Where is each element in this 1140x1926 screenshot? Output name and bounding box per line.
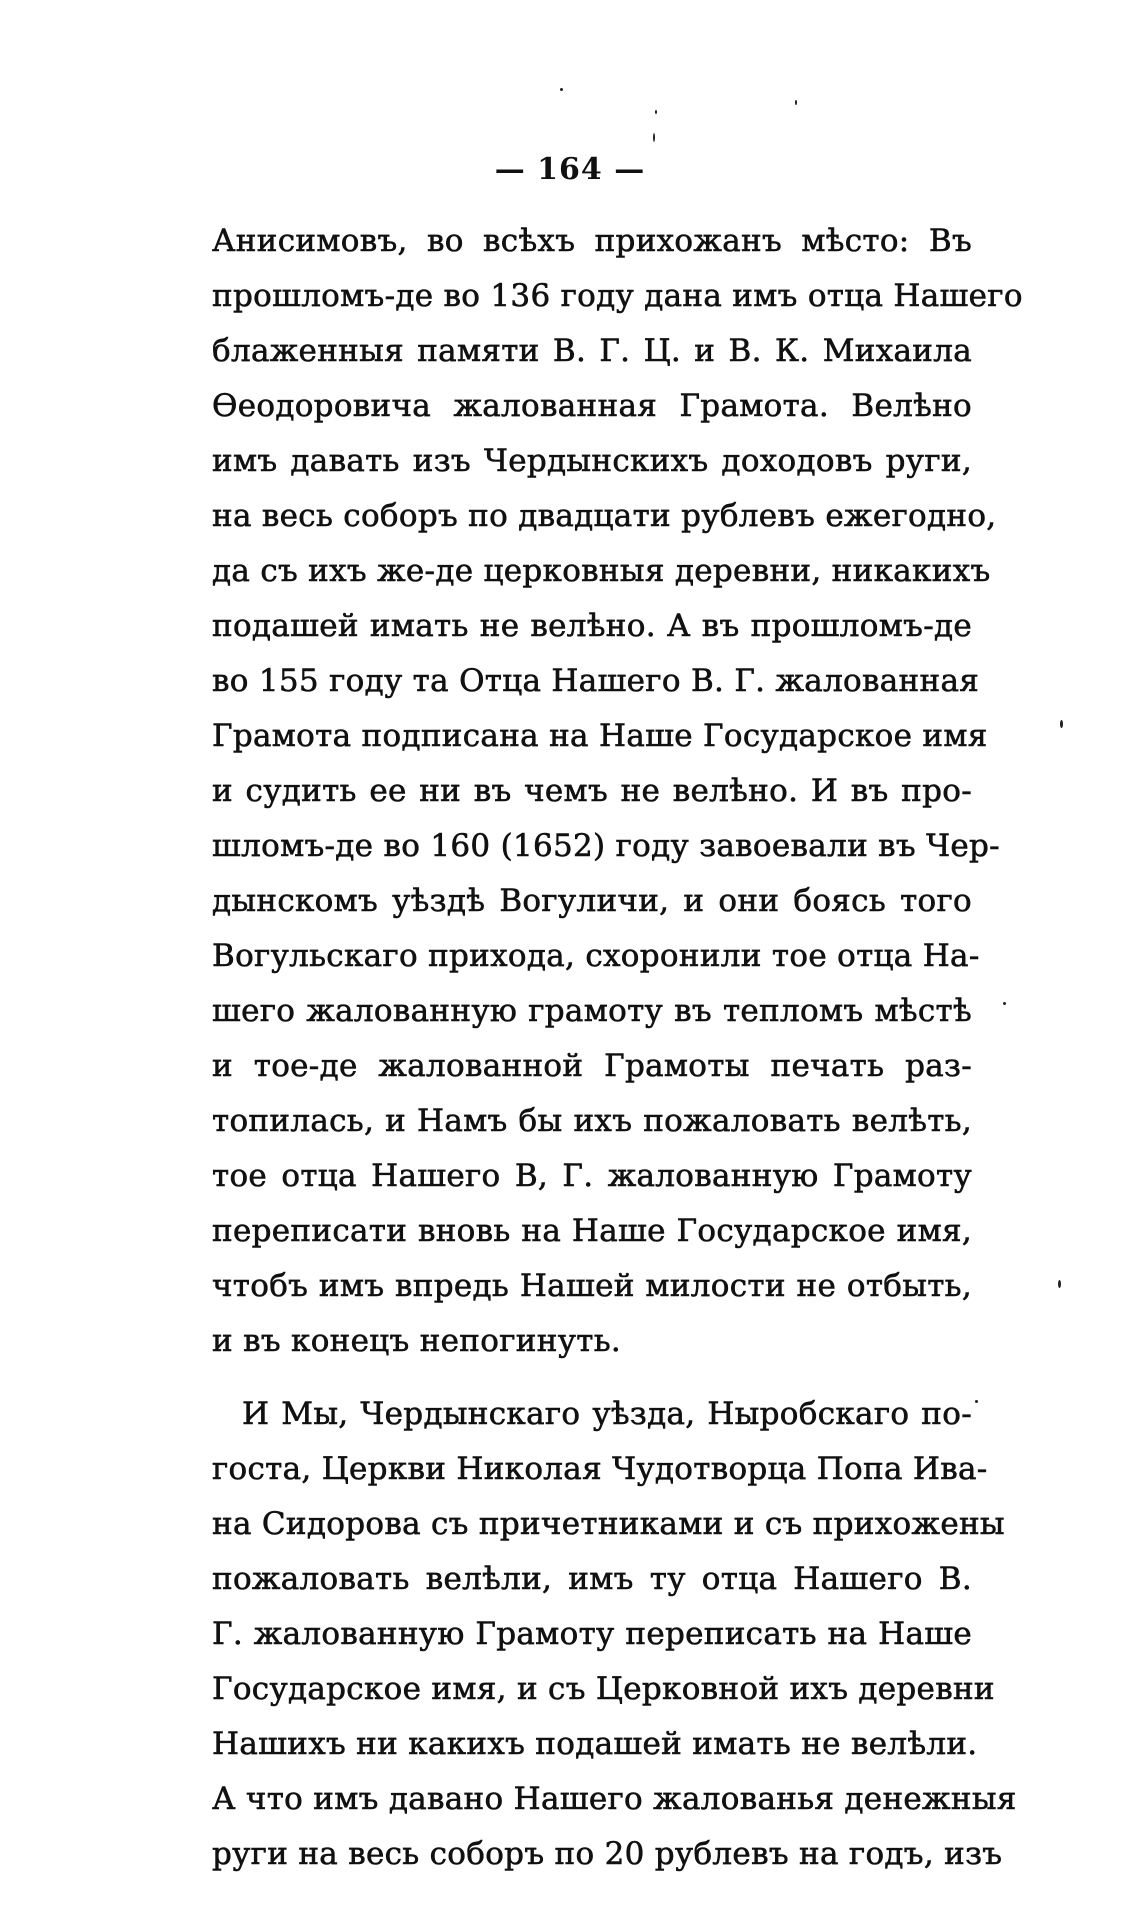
paragraph-2 [212, 1387, 1017, 1882]
body-text [212, 214, 1023, 1882]
text-line: тое отца Нашего В, Г. жалованную Грамоту [212, 1158, 972, 1194]
text-line: блаженныя памяти В. Г. Ц. и В. К. Михаила [212, 333, 972, 369]
scan-speck [560, 88, 563, 91]
scan-speck [975, 1400, 978, 1403]
text-line: на весь соборъ по двадцати рублевъ ежегодно, [212, 498, 997, 534]
text-line: Анисимовъ, во всѣхъ прихожанъ мѣсто: Въ [212, 223, 972, 259]
text-line: прошломъ-де во 136 году дана имъ отца Нашего [212, 278, 1023, 314]
text-line: переписати вновь на Наше Государское имя, [212, 1213, 972, 1249]
text-line: шломъ-де во 160 (1652) году завоевали въ Чер- [212, 828, 1000, 864]
scan-speck [795, 100, 797, 105]
text-line: госта, Церкви Николая Чудотворца Попа Ива- [212, 1451, 988, 1487]
text-line: А что имъ давано Нашего жалованья денежныя [212, 1781, 1017, 1817]
scan-speck [1003, 1002, 1006, 1005]
text-line: Грамота подписана на Наше Государское имя [212, 718, 988, 754]
text-line: Нашихъ ни какихъ подашей имать не велѣли. [212, 1726, 978, 1762]
scan-speck [653, 133, 655, 142]
scan-speck [1060, 720, 1063, 728]
text-line: чтобъ имъ впредь Нашей милости не отбыть, [212, 1268, 972, 1304]
text-line: Вогульскаго прихода, схоронили тое отца На- [212, 938, 980, 974]
text-line: и тое-де жалованной Грамоты печать раз- [212, 1048, 972, 1084]
text-line: И Мы, Чердынскаго уѣзда, Ныробскаго по- [242, 1396, 972, 1432]
text-line: и судить ее ни въ чемъ не велѣно. И въ про- [212, 773, 972, 809]
text-line: подашей имать не велѣно. А въ прошломъ-де [212, 608, 972, 644]
text-line: и въ конецъ непогинуть. [212, 1323, 622, 1359]
page-number: — 164 — [494, 152, 646, 187]
text-line: имъ давать изъ Чердынскихъ доходовъ руги, [212, 443, 972, 479]
text-line: Государское имя, и съ Церковной ихъ деревни [212, 1671, 995, 1707]
text-line: дынскомъ уѣздѣ Вогуличи, и они боясь того [212, 883, 972, 919]
text-line: руги на весь соборъ по 20 рублевъ на годъ, изъ [212, 1836, 1003, 1872]
paragraph-1 [212, 214, 1023, 1369]
text-line: пожаловать велѣли, имъ ту отца Нашего В. [212, 1561, 972, 1597]
text-line: Г. жалованную Грамоту переписать на Наше [212, 1616, 972, 1652]
text-line: во 155 году та Отца Нашего В. Г. жалованная [212, 663, 980, 699]
text-line: да съ ихъ же-де церковныя деревни, никакихъ [212, 553, 991, 589]
text-line: Ѳеодоровича жалованная Грамота. Велѣно [212, 388, 972, 424]
scan-speck [655, 110, 657, 114]
text-line: топилась, и Намъ бы ихъ пожаловать велѣть, [212, 1103, 972, 1139]
text-line: шего жалованную грамоту въ тепломъ мѣстѣ [212, 993, 972, 1029]
scan-speck [1058, 1280, 1061, 1288]
text-line: на Сидорова съ причетниками и съ прихожены [212, 1506, 1005, 1542]
paragraph-gap [212, 1369, 972, 1387]
